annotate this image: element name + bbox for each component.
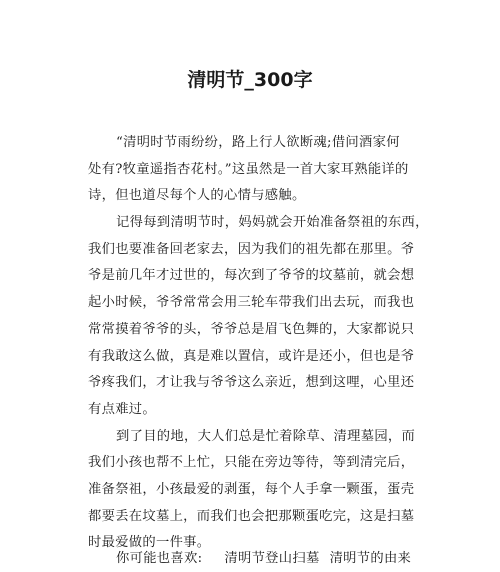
text-line: 我们小孩也帮不上忙，只能在旁边等待，等到清完后， (88, 455, 415, 471)
related-label: 你可能也喜欢: (116, 551, 203, 566)
related-link-1[interactable]: 清明节登山扫墓 (224, 551, 320, 566)
paragraph-1 (88, 130, 428, 210)
text-line: 我们也要准备回老家去，因为我们的祖先都在那里。爷 (88, 241, 415, 257)
text-line: 爷疼我们，才让我与爷爷这么亲近，想到这哩，心里还 (88, 375, 415, 391)
related-articles (116, 546, 411, 572)
text-line: 准备祭祖，小孩最爱的剥蛋，每个人手拿一颗蛋，蛋壳 (88, 481, 415, 497)
related-link-2[interactable]: 清明节的由来 (329, 551, 412, 566)
paragraph-3 (88, 424, 428, 557)
text-line: 都要丢在坟墓上，而我们也会把那颗蛋吃完，这是扫墓 (88, 508, 415, 524)
text-line: “清明时节雨纷纷，路上行人欲断魂;借问酒家何 (116, 135, 400, 150)
text-line: 诗，但也道尽每个人的心情与感触。 (88, 188, 306, 204)
page-title: 清明节_300字 (187, 69, 313, 91)
text-line: 有点难过。 (88, 401, 156, 417)
text-line: 记得每到清明节时，妈妈就会开始准备祭祖的东西， (116, 215, 429, 231)
text-line: 处有?牧童遥指杏花村。”这虽然是一首大家耳熟能详的 (88, 161, 409, 177)
paragraph-2 (88, 210, 428, 424)
text-line: 爷是前几年才过世的，每次到了爷爷的坟墓前，就会想 (88, 268, 415, 284)
text-line: 起小时候，爷爷常常会用三轮车带我们出去玩，而我也 (88, 295, 415, 311)
text-line: 常常摸着爷爷的头，爷爷总是眉飞色舞的，大家都说只 (88, 321, 415, 337)
text-line: 到了目的地，大人们总是忙着除草、清理墓园，而 (116, 428, 416, 444)
text-line: 有我敢这么做，真是难以置信，或许是还小，但也是爷 (88, 348, 415, 364)
article-body (88, 130, 428, 557)
text-line: 时最爱做的一件事。 (88, 535, 211, 551)
